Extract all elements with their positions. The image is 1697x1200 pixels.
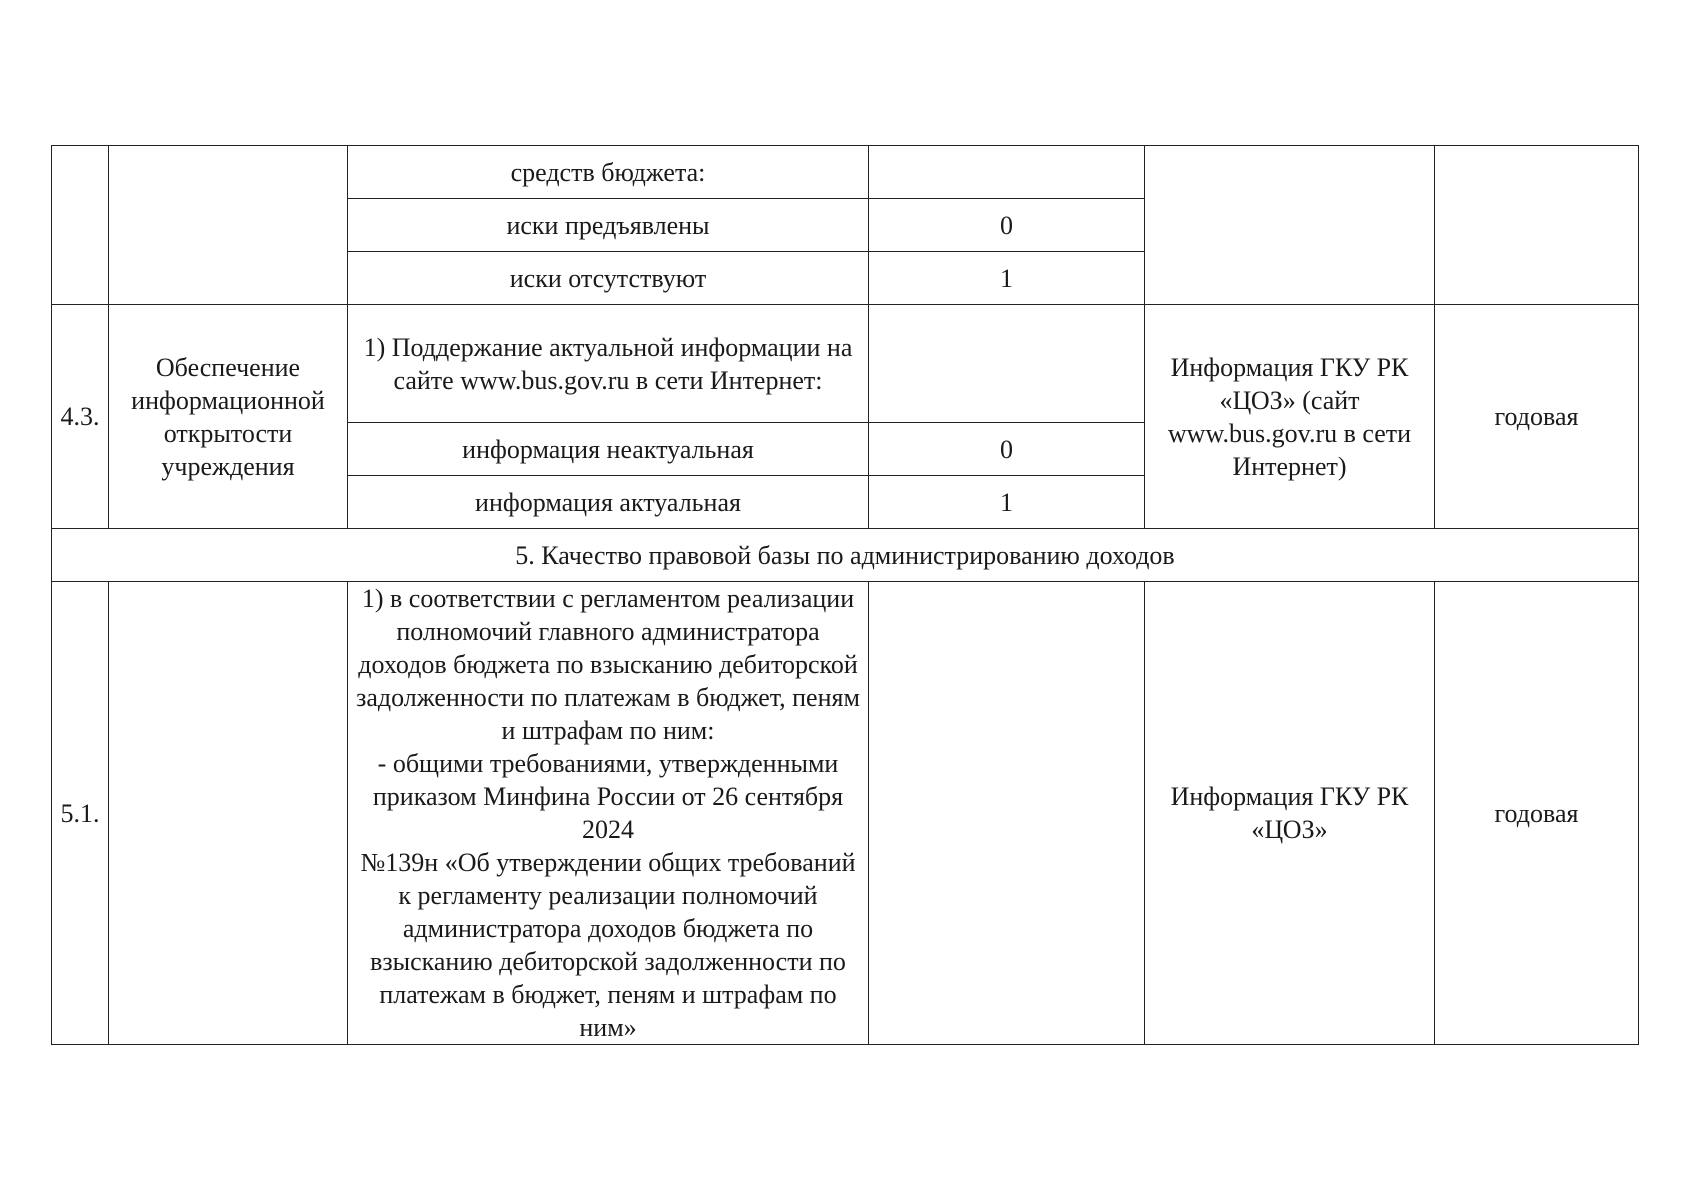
- source-cell: Информация ГКУ РК «ЦОЗ» (сайт www.bus.gov.ru в сети Интернет): [1145, 305, 1435, 529]
- criterion-cell: информация актуальная: [348, 476, 869, 529]
- criterion-cell: иски предъявлены: [348, 199, 869, 252]
- source-cell: [1145, 146, 1435, 305]
- number-cell: 4.3.: [52, 305, 109, 529]
- criterion-cell: информация неактуальная: [348, 423, 869, 476]
- table-row: [52, 146, 1639, 199]
- name-cell: [109, 582, 348, 1045]
- table-row: [52, 305, 1639, 423]
- criterion-cell: [348, 582, 869, 1045]
- number-cell: [52, 146, 109, 305]
- value-cell: 1: [869, 252, 1145, 305]
- criterion-cell: средств бюджета:: [348, 146, 869, 199]
- value-cell: [869, 305, 1145, 423]
- periodicity-cell: [1435, 146, 1639, 305]
- source-cell: Информация ГКУ РК «ЦОЗ»: [1145, 582, 1435, 1045]
- periodicity-cell: годовая: [1435, 582, 1639, 1045]
- value-cell: [869, 582, 1145, 1045]
- section-row: [52, 529, 1639, 582]
- value-cell: 1: [869, 476, 1145, 529]
- criterion-paragraph: - общими требованиями, утвержденными приказом Минфина России от 26 сентября 2024: [372, 749, 844, 844]
- criterion-paragraph: №139н «Об утверждении общих требований к регламенту реализации полномочий администратора доходов бюджета по взысканию дебиторской задолженности по платежам в бюджет, пеням и штрафам по ним»: [360, 848, 856, 1042]
- criterion-paragraph: 1) в соответствии с регламентом реализации полномочий главного администратора доходов бюджета по взысканию дебиторской задолженности по платежам в бюджет, пеням и штрафам по ним:: [356, 584, 860, 745]
- criterion-cell: 1) Поддержание актуальной информации на сайте www.bus.gov.ru в сети Интернет:: [348, 305, 869, 423]
- value-cell: [869, 146, 1145, 199]
- name-cell: Обеспечение информационной открытости учреждения: [109, 305, 348, 529]
- table-row: [52, 582, 1639, 1045]
- criterion-cell: иски отсутствуют: [348, 252, 869, 305]
- name-cell: [109, 146, 348, 305]
- periodicity-cell: годовая: [1435, 305, 1639, 529]
- section-title: 5. Качество правовой базы по администрированию доходов: [52, 529, 1639, 582]
- number-cell: 5.1.: [52, 582, 109, 1045]
- value-cell: 0: [869, 423, 1145, 476]
- criteria-table: [51, 145, 1639, 1045]
- value-cell: 0: [869, 199, 1145, 252]
